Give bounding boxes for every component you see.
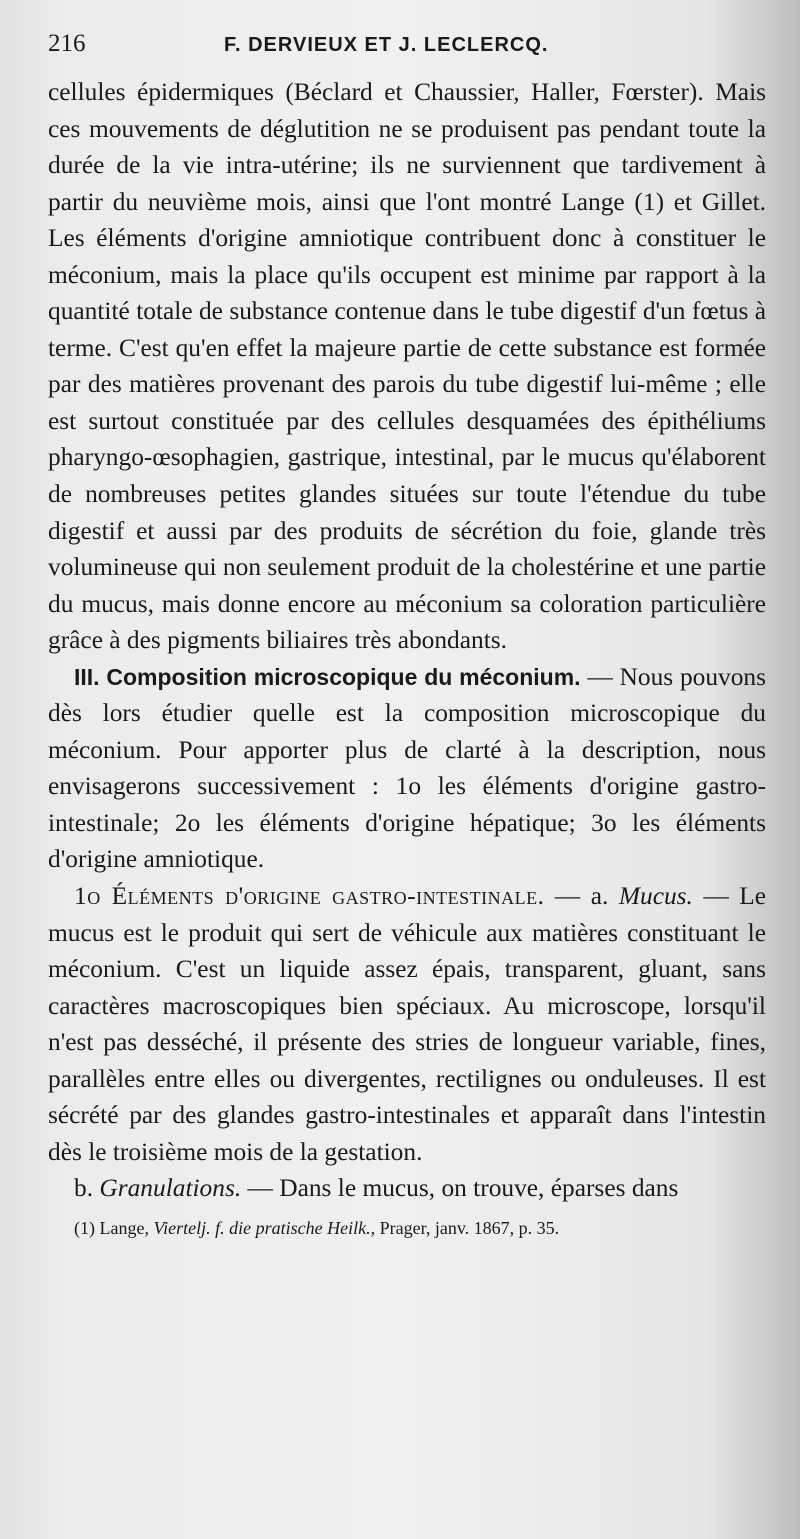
item-a-text: — Le mucus est le produit qui sert de véhicule aux matières constituant le méconium. C'est un liquide assez épais, transparent, gluant, sans caractères macroscopiques bien spéciaux. Au microscope, lorsqu'il n'est pas desséché, il présente des stries de longueur variable, fines, parallèles entre elles ou divergentes, rectilignes ou onduleuses. Il est sécrété par des glandes gastro-intestinales et apparaît dans l'intestin dès le troisième mois de la gestation. [48,882,766,1166]
subsection-heading: 1o Éléments d'origine gastro-intestinale. [74,882,545,911]
item-b-title: Granulations. [99,1174,242,1203]
footnote-journal: Viertelj. f. die pratische Heilk. [153,1217,371,1238]
paragraph-1: cellules épidermiques (Béclard et Chaussier, Haller, Fœrster). Mais ces mouvements de déglutition ne se produisent pas pendant toute la durée de la vie intra-utérine; ils ne surviennent que tardivement à partir du neuvième mois, ainsi que l'ont montré Lange (1) et Gillet. Les éléments d'origine amniotique contribuent donc à constituer le méconium, mais la place qu'ils occupent est minime par rapport à la quantité totale de substance contenue dans le tube digestif d'un fœtus à terme. C'est qu'en effet la majeure partie de cette substance est formée par des matières provenant des parois du tube digestif lui-même ; elle est surtout constituée par des cellules desquamées des épithéliums pharyngo-œsophagien, gastrique, intestinal, par le mucus qu'élaborent de nombreuses petites glandes situées sur toute l'étendue du tube digestif et aussi par des produits de sécrétion du foie, glande très volumineuse qui non seulement produit de la cholestérine et une partie du mucus, mais donne encore au méconium sa coloration particulière grâce à des pigments biliaires très abondants. [48,78,766,655]
footnote [48,1215,766,1241]
subsection-paragraph [48,878,766,1170]
section-paragraph [48,659,766,878]
item-b-paragraph [48,1170,766,1207]
item-a-letter: — a. [544,882,619,911]
item-b-letter: b. [74,1174,100,1203]
footnote-author: Lange, [99,1217,154,1238]
item-a-title: Mucus. [618,882,693,911]
running-head: F. DERVIEUX ET J. LECLERCQ. [224,34,549,56]
footnote-marker: (1) [74,1217,100,1238]
section-title: III. Composition microscopique du méconium. [74,663,581,690]
page-header [48,30,766,74]
section-text: — Nous pouvons dès lors étudier quelle est la composition microscopique du méconium. Pour apporter plus de clarté à la description, nous envisagerons successivement : 1o les éléments d'origine gastro-intestinale; 2o les éléments d'origine hépatique; 3o les éléments d'origine amniotique. [48,662,766,874]
footnote-rest: , Prager, janv. 1867, p. 35. [370,1217,560,1238]
page-number: 216 [48,30,86,57]
body-text [48,74,766,1207]
item-b-text: — Dans le mucus, on trouve, éparses dans [241,1174,679,1203]
